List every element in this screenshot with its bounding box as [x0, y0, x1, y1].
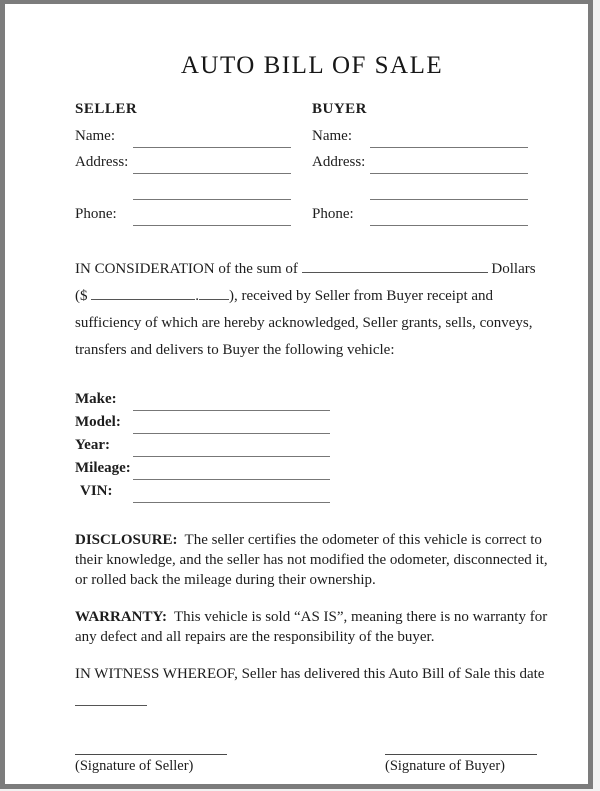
seller-heading: SELLER: [75, 101, 138, 117]
buyer-name-line: [370, 127, 528, 148]
buyer-address-line: [370, 153, 528, 174]
disclosure-text: The seller certifies the odometer of this vehicle is correct to their knowledge, and the seller has not modified the odometer, disconnected it, or rolled back the mileage during their ownership.: [75, 532, 548, 588]
disclosure-label: DISCLOSURE:: [75, 532, 178, 548]
amount-words-blank: [302, 259, 488, 273]
vehicle-section: [75, 388, 549, 503]
consideration-decimal-point: .: [195, 288, 199, 304]
consideration-text-3: ), received by Seller from Buyer receipt and sufficiency of which are hereby acknowledged, Seller grants, sells, conveys, transfers and delivers to Buyer the following vehicle:: [75, 288, 533, 358]
buyer-address-label: Address:: [312, 154, 366, 170]
vehicle-year-row: [75, 434, 549, 457]
document-content: [10, 8, 593, 789]
buyer-signature-block: [385, 741, 537, 777]
vehicle-year-label: Year:: [75, 437, 110, 453]
witness-paragraph: [75, 664, 553, 684]
vehicle-mileage-label: Mileage:: [75, 460, 131, 476]
vehicle-model-label: Model:: [75, 414, 121, 430]
vehicle-year-line: [133, 439, 330, 457]
vehicle-model-line: [133, 416, 330, 434]
date-line-row: [75, 693, 549, 709]
consideration-text-1: IN CONSIDERATION of the sum of: [75, 261, 298, 277]
vehicle-vin-label: VIN:: [80, 483, 113, 499]
seller-signature-block: [75, 741, 227, 777]
date-blank: [75, 694, 147, 706]
parties-section: [75, 96, 549, 226]
witness-text: IN WITNESS WHEREOF, Seller has delivered this Auto Bill of Sale this date: [75, 666, 545, 682]
buyer-signature-caption: (Signature of Buyer): [385, 758, 505, 774]
vehicle-make-label: Make:: [75, 391, 117, 407]
disclosure-paragraph: [75, 530, 553, 590]
vehicle-mileage-line: [133, 462, 330, 480]
seller-address2-line: [133, 179, 291, 200]
consideration-paragraph: [75, 256, 550, 364]
seller-name-label: Name:: [75, 128, 115, 144]
seller-name-row: [75, 122, 291, 148]
seller-column: [75, 96, 291, 226]
seller-phone-line: [133, 205, 291, 226]
vehicle-vin-row: [75, 480, 549, 503]
seller-phone-row: [75, 200, 291, 226]
vehicle-vin-line: [133, 485, 330, 503]
seller-signature-line: [75, 741, 227, 755]
document-title: AUTO BILL OF SALE: [180, 52, 444, 79]
buyer-phone-line: [370, 205, 528, 226]
vehicle-mileage-row: [75, 457, 549, 480]
amount-dollars-blank: [91, 286, 195, 300]
seller-name-line: [133, 127, 291, 148]
vehicle-make-line: [133, 393, 330, 411]
signatures-section: [75, 741, 537, 777]
seller-address-row: [75, 148, 291, 174]
seller-address-line: [133, 153, 291, 174]
buyer-signature-line: [385, 741, 537, 755]
warranty-label: WARRANTY:: [75, 609, 167, 625]
amount-cents-blank: [199, 286, 229, 300]
seller-address-label: Address:: [75, 154, 129, 170]
buyer-address-row: [312, 148, 528, 174]
seller-phone-label: Phone:: [75, 206, 117, 222]
consideration-text-2: Dollars ($: [75, 261, 536, 304]
buyer-phone-row: [312, 200, 528, 226]
warranty-paragraph: [75, 607, 553, 647]
vehicle-make-row: [75, 388, 549, 411]
seller-address2-row: [75, 174, 291, 200]
buyer-column: [312, 96, 528, 226]
buyer-name-row: [312, 122, 528, 148]
buyer-phone-label: Phone:: [312, 206, 354, 222]
seller-signature-caption: (Signature of Seller): [75, 758, 194, 774]
buyer-name-label: Name:: [312, 128, 352, 144]
buyer-heading: BUYER: [312, 101, 368, 117]
vehicle-model-row: [75, 411, 549, 434]
warranty-text: This vehicle is sold “AS IS”, meaning there is no warranty for any defect and all repairs are the responsibility of the buyer.: [75, 609, 548, 645]
buyer-address2-row: [312, 174, 528, 200]
buyer-address2-line: [370, 179, 528, 200]
